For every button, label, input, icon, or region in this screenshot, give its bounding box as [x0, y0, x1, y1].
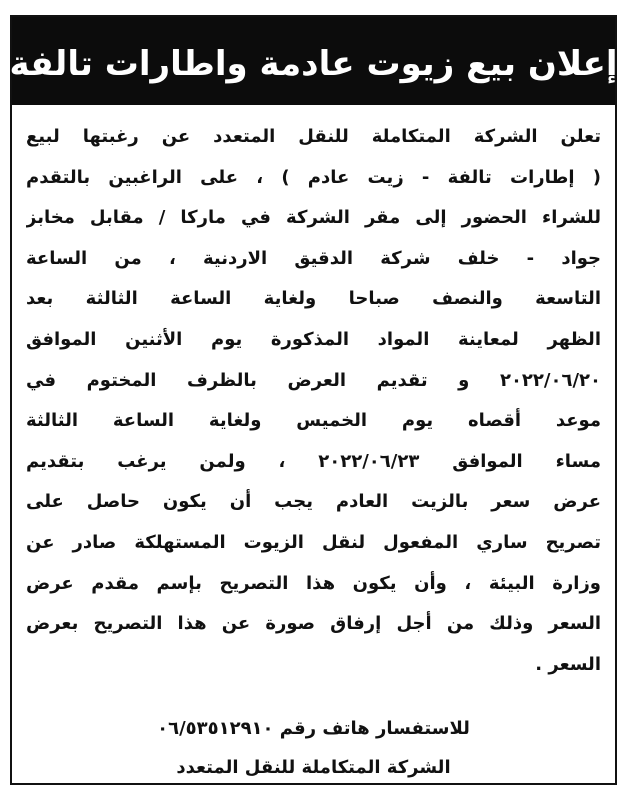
- body-line: ٢٠٢٢/٠٦/٢٠ و تقديم العرض بالظرف المختوم في: [26, 369, 601, 391]
- title-banner: [9, 17, 618, 105]
- company-signature: الشركة المتكاملة للنقل المتعدد: [176, 757, 451, 778]
- body-line: جواد - خلف شركة الدقيق الاردنية ، من الساعة: [26, 247, 601, 269]
- body-line: مساء الموافق ٢٠٢٢/٠٦/٢٣ ، ولمن يرغب بتقديم: [26, 450, 601, 472]
- body-line: تعلن الشركة المتكاملة للنقل المتعدد عن رغبتها لبيع: [26, 126, 601, 147]
- advertisement-body: [26, 117, 601, 685]
- body-line: تصريح ساري المفعول لنقل الزيوت المستهلكة صادر عن: [26, 531, 601, 553]
- body-line: وزارة البيئة ، وأن يكون هذا التصريح بإسم مقدم عرض: [26, 572, 601, 594]
- body-line: السعر .: [535, 653, 601, 675]
- body-line: للشراء الحضور إلى مقر الشركة في ماركا / مقابل مخابز: [26, 207, 601, 229]
- body-line: التاسعة والنصف صباحا ولغاية الساعة الثالثة بعد: [26, 288, 601, 310]
- body-line: عرض سعر بالزيت العادم يجب أن يكون حاصل على: [26, 491, 601, 513]
- advertisement-title: إعلان بيع زيوت عادمة واطارات تالفة: [9, 44, 618, 84]
- body-line: الظهر لمعاينة المواد المذكورة يوم الأثنين الموافق: [26, 328, 601, 350]
- body-line: السعر وذلك من أجل إرفاق صورة عن هذا التصريح بعرض: [26, 613, 601, 635]
- body-line: ( إطارات تالفة - زيت عادم ) ، على الراغبين بالتقدم: [26, 166, 601, 188]
- body-line: موعد أقصاه يوم الخميس ولغاية الساعة الثالثة: [26, 410, 601, 432]
- contact-phone: للاستفسار هاتف رقم ٠٦/٥٣٥١٢٩١٠: [157, 718, 470, 739]
- advertisement-frame: [10, 15, 617, 785]
